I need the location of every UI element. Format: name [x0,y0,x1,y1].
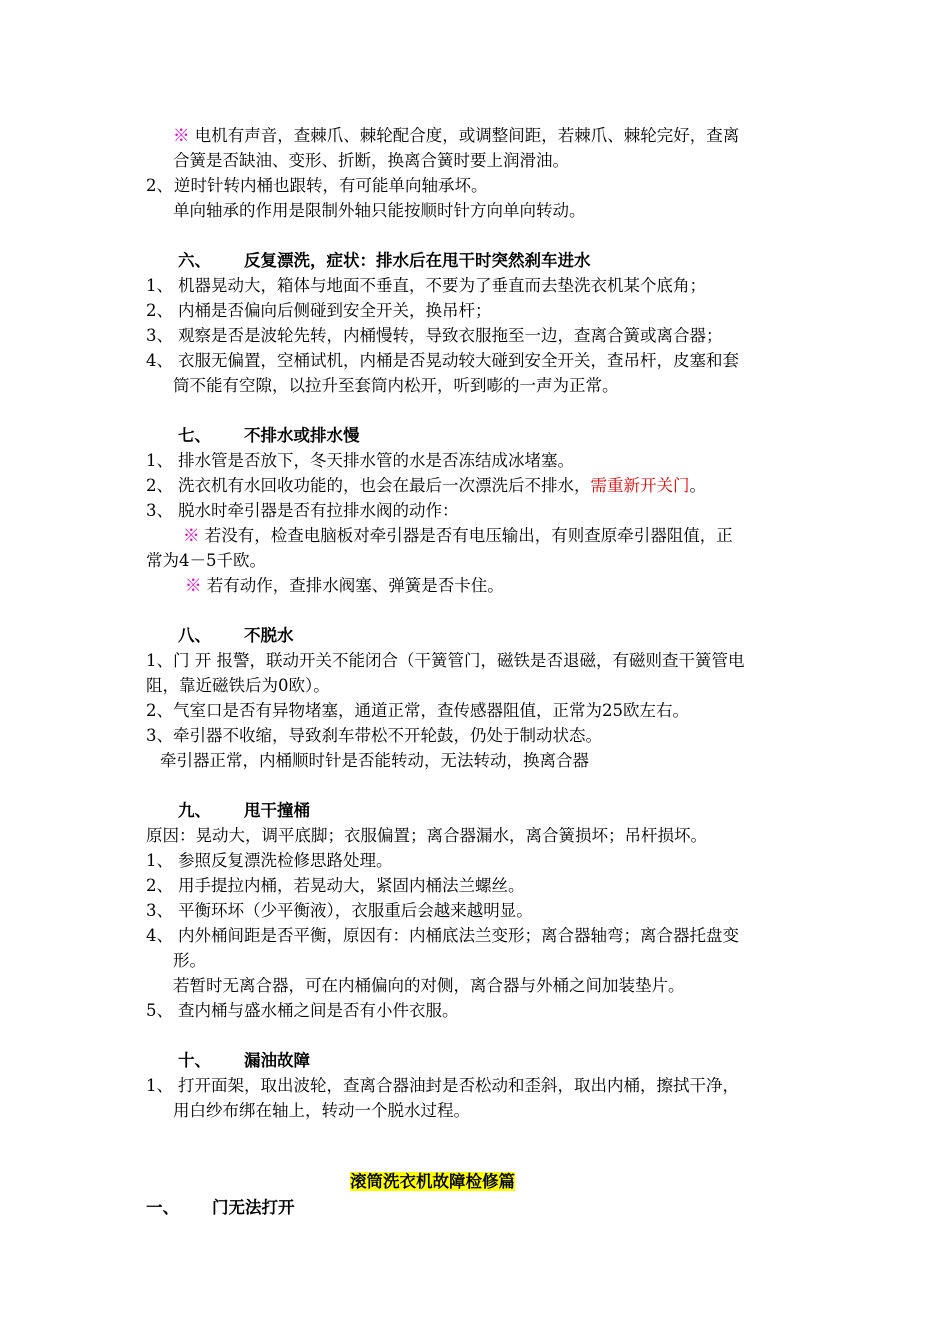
paragraph-line: 合簧是否缺油、变形、折断，换离合簧时要上润滑油。 [173,151,569,170]
list-item: 2、 用手提拉内桶，若晃动大，紧固内桶法兰螺丝。 [146,876,525,895]
list-item: 2、逆时针转内桶也跟转，有可能单向轴承坏。 [146,176,488,195]
section-heading: 九、 甩干撞桶 [178,801,310,820]
list-item: 1、 参照反复漂洗检修思路处理。 [146,851,393,870]
section-heading: 一、 门无法打开 [146,1198,295,1217]
list-item-continuation: 用白纱布绑在轴上，转动一个脱水过程。 [173,1101,470,1120]
note-line: 若暂时无离合器，可在内桶偏向的对侧，离合器与外桶之间加装垫片。 [173,976,685,995]
note-line: ※ 若没有，检查电脑板对牵引器是否有电压输出，有则查原牵引器阻值，正 [183,526,733,545]
list-item: 3、牵引器不收缩，导致刹车带松不开轮鼓，仍处于制动状态。 [146,726,602,745]
list-item: 1、门 开 报警，联动开关不能闭合（干簧管门，磁铁是否退磁，有磁则查干簧管电 [146,651,745,670]
list-item: 1、 排水管是否放下，冬天排水管的水是否冻结成冰堵塞。 [146,451,574,470]
paragraph-line: ※ 电机有声音，查棘爪、棘轮配合度，或调整间距，若棘爪、棘轮完好，查离 [173,126,740,145]
part-title [350,1170,515,1194]
highlighted-title: 滚筒洗衣机故障检修篇 [350,1172,515,1191]
list-item: 2、 内桶是否偏向后侧碰到安全开关，换吊杆； [146,301,492,320]
paragraph-line: 原因：晃动大，调平底脚；衣服偏置；离合器漏水，离合簧损坏；吊杆损坏。 [146,826,707,845]
list-item: 4、 衣服无偏置，空桶试机，内桶是否晃动较大碰到安全开关，查吊杆，皮塞和套 [146,351,739,370]
list-item: 3、 脱水时牵引器是否有拉排水阀的动作： [146,501,459,520]
section-heading: 八、 不脱水 [178,626,294,645]
list-item: 4、 内外桶间距是否平衡，原因有：内桶底法兰变形；离合器轴弯；离合器托盘变 [146,926,739,945]
list-item: 1、 打开面架，取出波轮，查离合器油封是否松动和歪斜，取出内桶，擦拭干净， [146,1076,739,1095]
red-emphasis-text: 需重新开关门 [590,476,690,495]
list-item: 3、 观察是否是波轮先转，内桶慢转，导致衣服拖至一边，查离合簧或离合器； [146,326,723,345]
reference-mark-icon: ※ [183,526,200,545]
section-heading: 七、 不排水或排水慢 [178,426,360,445]
note-line: ※ 若有动作，查排水阀塞、弹簧是否卡住。 [185,576,504,595]
list-item: 3、 平衡环坏（少平衡液），衣服重后会越来越明显。 [146,901,533,920]
list-item: 2、 洗衣机有水回收功能的，也会在最后一次漂洗后不排水，需重新开关门。 [146,476,706,495]
list-item: 1、 机器晃动大，箱体与地面不垂直，不要为了垂直而去垫洗衣机某个底角； [146,276,706,295]
list-item: 2、气室口是否有异物堵塞，通道正常，查传感器阻值，正常为25欧左右。 [146,701,689,720]
section-heading: 六、 反复漂洗，症状：排水后在甩干时突然刹车进水 [178,251,591,270]
paragraph-line: 牵引器正常，内桶顺时针是否能转动，无法转动，换离合器 [160,751,589,770]
list-item-continuation: 筒不能有空隙，以拉升至套筒内松开，听到嘭的一声为正常。 [173,376,619,395]
reference-mark-icon: ※ [173,126,190,145]
paragraph-line: 单向轴承的作用是限制外轴只能按顺时针方向单向转动。 [173,201,586,220]
list-item-continuation: 形。 [173,951,206,970]
note-line: 常为4－5千欧。 [146,551,266,570]
list-item-continuation: 阻，靠近磁铁后为0欧）。 [146,676,330,695]
list-item: 5、 查内桶与盛水桶之间是否有小件衣服。 [146,1001,459,1020]
reference-mark-icon: ※ [185,576,202,595]
section-heading: 十、 漏油故障 [178,1051,310,1070]
